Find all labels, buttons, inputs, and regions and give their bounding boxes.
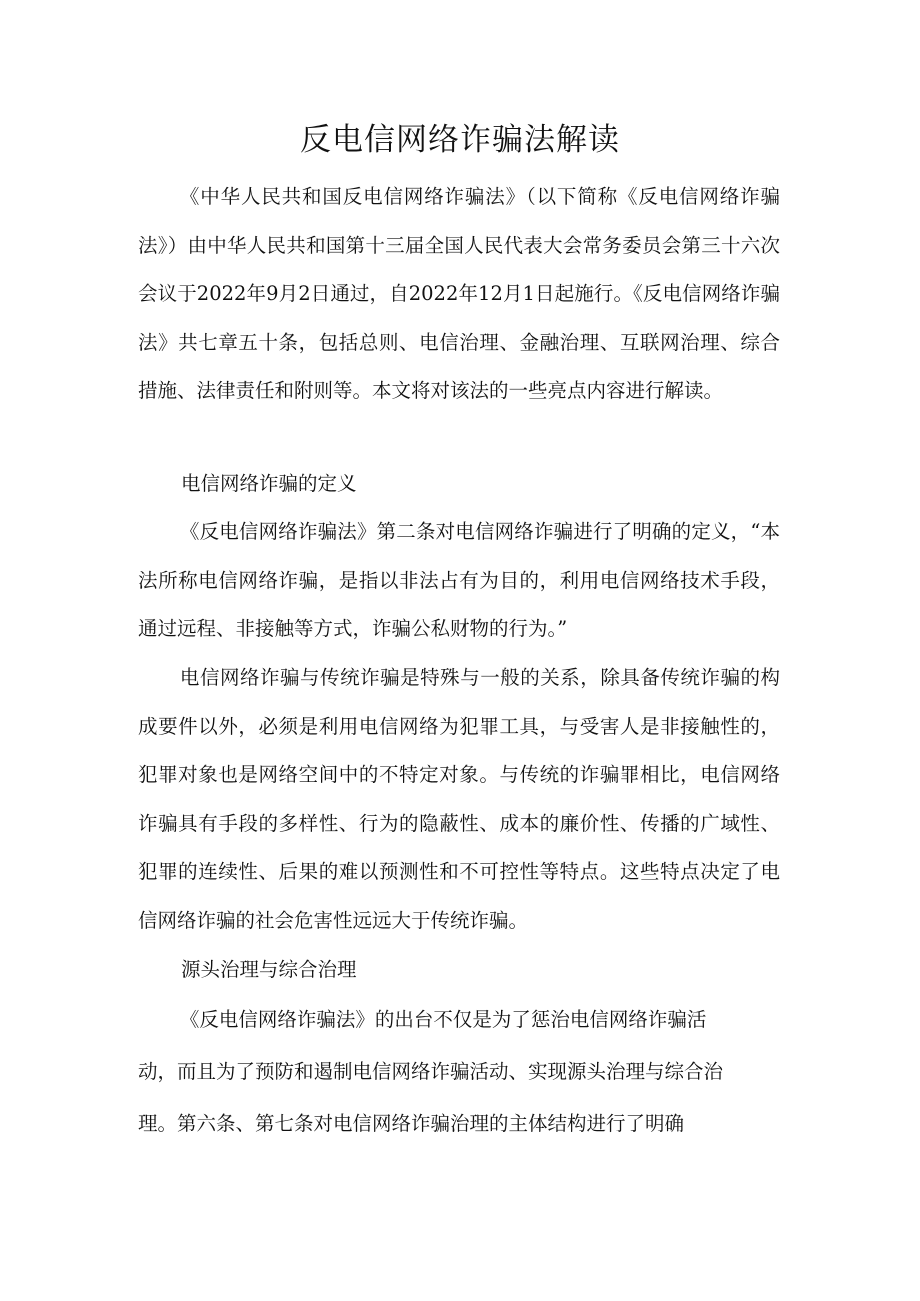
section-heading-governance: 源头治理与综合治理 [181, 958, 357, 981]
document-title: 反电信网络诈骗法解读 [300, 122, 620, 158]
definition-paragraph: 《反电信网络诈骗法》第二条对电信网络诈骗进行了明确的定义，“本法所称电信网络诈骗，是指以非法占有为目的，利用电信网络技术手段，通过远程、非接触等方式，诈骗公私财物的行为。” [138, 520, 780, 641]
governance-paragraph: 《反电信网络诈骗法》的出台不仅是为了惩治电信网络诈骗活动，而且为了预防和遏制电信网络诈骗活动、实现源头治理与综合治理。第六条、第七条对电信网络诈骗治理的主体结构进行了明确 [138, 1008, 724, 1135]
definition-paragraph-block [138, 508, 780, 654]
intro-paragraph: 《中华人民共和国反电信网络诈骗法》（以下简称《反电信网络诈骗法》）由中华人民共和国第十三届全国人民代表大会常务委员会第三十六次会议于2022年9月2日通过，自2022年12月1日起施行。《反电信网络诈骗法》共七章五十条，包括总则、电信治理、金融治理、互联网治理、综合措施、法律责任和附则等。本文将对该法的一些亮点内容进行解读。 [138, 185, 780, 403]
section-heading-definition: 电信网络诈骗的定义 [181, 472, 357, 495]
comparison-paragraph: 电信网络诈骗与传统诈骗是特殊与一般的关系，除具备传统诈骗的构成要件以外，必须是利用电信网络为犯罪工具，与受害人是非接触性的，犯罪对象也是网络空间中的不特定对象。与传统的诈骗罪相比，电信网络诈骗具有手段的多样性、行为的隐蔽性、成本的廉价性、传播的广域性、犯罪的连续性、后果的难以预测性和不可控性等特点。这些特点决定了电信网络诈骗的社会危害性远远大于传统诈骗。 [138, 666, 780, 932]
governance-paragraph-block [138, 994, 738, 1150]
comparison-paragraph-block [138, 654, 780, 946]
intro-paragraph-block [138, 173, 780, 416]
